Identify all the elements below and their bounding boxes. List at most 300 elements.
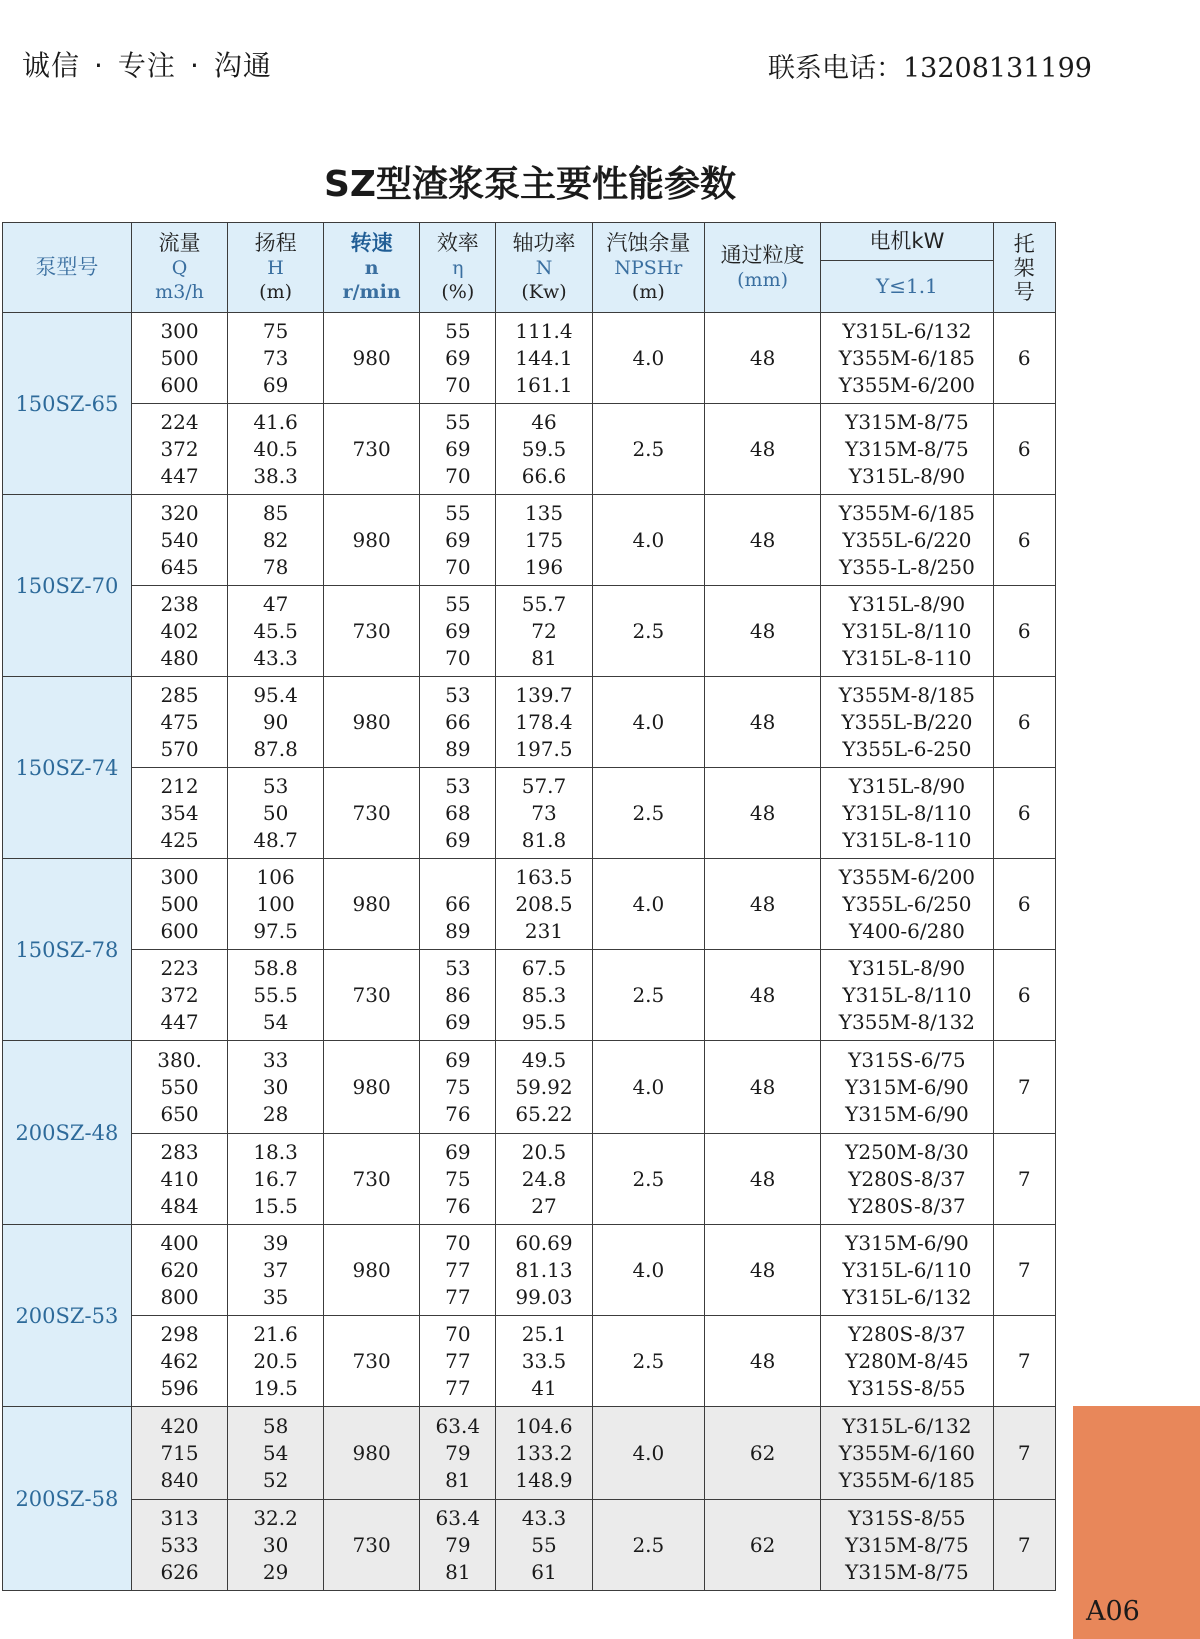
head-cell-value: 47: [262, 591, 289, 616]
power-cell: [496, 1225, 593, 1316]
head-cell-value: 55.5: [253, 982, 298, 1007]
head-cell-value: 100: [256, 891, 295, 916]
flow-cell-value: 400: [160, 1230, 199, 1255]
motor-model: Y315M-6/90: [845, 1101, 969, 1126]
motor-model: Y315L-8/90: [848, 773, 966, 798]
efficiency-cell-value: 66: [445, 891, 471, 916]
power-cell-value: 133.2: [515, 1440, 573, 1465]
motor-cell: [821, 1225, 993, 1316]
flow-cell-value: 410: [160, 1166, 199, 1191]
head-cell: [228, 1407, 324, 1500]
flow-cell: [131, 859, 228, 950]
motor-model: Y355L-B/220: [841, 709, 973, 734]
power-cell-value: 231: [524, 918, 564, 943]
flow-cell: [131, 495, 228, 586]
head-cell: [228, 313, 324, 404]
flow-cell-value: 626: [160, 1559, 199, 1584]
model-name: 150SZ-65: [3, 313, 132, 495]
flow-cell-value: 447: [160, 463, 199, 488]
flow-cell: [131, 1134, 228, 1225]
efficiency-cell-value: 86: [445, 982, 471, 1007]
npsh-cell: 2.5: [592, 1134, 704, 1225]
motor-model: Y355L-6/220: [842, 527, 972, 552]
efficiency-cell-value: 79: [445, 1440, 471, 1465]
motor-model: Y280S-8/37: [848, 1166, 966, 1191]
npsh-cell: 4.0: [592, 313, 704, 404]
flow-cell: [131, 313, 228, 404]
motor-model: Y355-L-8/250: [839, 554, 975, 579]
motor-cell: [821, 859, 993, 950]
particle-cell: 62: [704, 1407, 820, 1500]
head-cell-value: 48.7: [253, 827, 298, 852]
efficiency-cell: [420, 1316, 496, 1407]
performance-table: [2, 222, 1056, 1591]
motor-model: Y315M-8/75: [845, 409, 969, 434]
efficiency-cell: [420, 313, 496, 404]
speed-cell: 980: [323, 677, 420, 768]
col-header-model: 泵型号: [3, 223, 132, 313]
efficiency-cell-value: 75: [445, 1074, 471, 1099]
head-cell: [228, 1500, 324, 1591]
motor-model: Y315L-8/110: [842, 618, 972, 643]
flow-cell-value: 372: [160, 436, 199, 461]
col-header-flow: 流量 Q m3/h: [131, 223, 228, 313]
motor-model: Y355M-6/200: [838, 864, 976, 889]
head-cell-value: 39: [262, 1230, 289, 1255]
head-cell-value: 106: [256, 864, 295, 889]
efficiency-cell-value: 77: [445, 1375, 471, 1400]
speed-cell: 980: [323, 1041, 420, 1134]
motor-model: Y315M-8/75: [845, 1532, 969, 1557]
speed-cell: 730: [323, 1134, 420, 1225]
flow-cell: [131, 586, 228, 677]
flow-cell-value: 840: [160, 1467, 199, 1492]
motor-cell: [821, 1316, 993, 1407]
npsh-cell: 2.5: [592, 950, 704, 1041]
frame-cell: 6: [993, 404, 1055, 495]
head-cell-value: 50: [262, 800, 289, 825]
head-cell-value: 18.3: [253, 1139, 298, 1164]
motor-model: Y355M-6/185: [838, 500, 976, 525]
power-cell-value: 65.22: [515, 1101, 573, 1126]
efficiency-cell-value: 66: [445, 709, 471, 734]
head-cell-value: 21.6: [253, 1321, 298, 1346]
efficiency-cell-value: 69: [445, 527, 471, 552]
head-cell: [228, 859, 324, 950]
slogan-item: 沟通: [213, 49, 272, 82]
particle-cell: 48: [704, 950, 820, 1041]
power-cell-value: 175: [524, 527, 564, 552]
power-cell-value: 60.69: [515, 1230, 573, 1255]
efficiency-cell-value: 63.4: [435, 1413, 481, 1438]
col-header-power: 轴功率 N (Kw): [496, 223, 593, 313]
power-cell: [496, 1407, 593, 1500]
frame-cell: 7: [993, 1041, 1055, 1134]
motor-model: Y315M-6/90: [845, 1074, 969, 1099]
head-cell-value: 95.4: [253, 682, 298, 707]
efficiency-cell-value: 55: [445, 318, 471, 343]
efficiency-cell-value: 53: [445, 773, 471, 798]
head-cell-value: 28: [262, 1101, 289, 1126]
motor-model: Y280M-8/45: [845, 1348, 969, 1373]
col-header-head: 扬程 H (m): [228, 223, 324, 313]
table-row: [3, 586, 1056, 677]
speed-cell: 730: [323, 1500, 420, 1591]
power-cell-value: 95.5: [521, 1009, 567, 1034]
flow-cell-value: 533: [160, 1532, 199, 1557]
efficiency-cell: [420, 495, 496, 586]
particle-cell: 48: [704, 1134, 820, 1225]
efficiency-cell-value: 53: [445, 682, 471, 707]
head-cell-value: 33: [262, 1047, 289, 1072]
npsh-cell: 2.5: [592, 1500, 704, 1591]
efficiency-cell: [420, 1134, 496, 1225]
power-cell-value: 85.3: [521, 982, 567, 1007]
frame-cell: 6: [993, 495, 1055, 586]
head-cell: [228, 404, 324, 495]
frame-cell: 6: [993, 677, 1055, 768]
flow-cell-value: 372: [160, 982, 199, 1007]
efficiency-cell-value: 77: [445, 1348, 471, 1373]
col-header-efficiency: 效率 η (%): [420, 223, 496, 313]
power-cell-value: 111.4: [515, 318, 573, 343]
table-row: [3, 313, 1056, 404]
efficiency-cell-value: 77: [445, 1257, 471, 1282]
motor-cell: [821, 313, 993, 404]
flow-cell: [131, 768, 228, 859]
npsh-cell: 4.0: [592, 677, 704, 768]
efficiency-cell-value: 70: [445, 1230, 471, 1255]
efficiency-cell-value: 68: [445, 800, 471, 825]
flow-cell-value: 500: [160, 891, 199, 916]
efficiency-cell: [420, 1500, 496, 1591]
power-cell: [496, 768, 593, 859]
power-cell: [496, 859, 593, 950]
speed-cell: 980: [323, 1407, 420, 1500]
motor-model: Y315S-6/75: [848, 1047, 966, 1072]
flow-cell-value: 402: [160, 618, 199, 643]
flow-cell-value: 600: [160, 918, 199, 943]
flow-cell-value: 212: [160, 773, 199, 798]
flow-cell-value: 550: [160, 1074, 199, 1099]
npsh-cell: 4.0: [592, 1225, 704, 1316]
speed-cell: 980: [323, 859, 420, 950]
efficiency-cell-value: 81: [445, 1559, 471, 1584]
head-cell-value: 32.2: [253, 1505, 298, 1530]
head-cell-value: 53: [262, 773, 289, 798]
npsh-cell: 4.0: [592, 859, 704, 950]
motor-model: Y315M-8/75: [845, 436, 969, 461]
efficiency-cell-value: 70: [445, 554, 471, 579]
flow-cell-value: 447: [160, 1009, 199, 1034]
frame-cell: 6: [993, 950, 1055, 1041]
motor-cell: [821, 1041, 993, 1134]
frame-cell: 6: [993, 859, 1055, 950]
particle-cell: 48: [704, 677, 820, 768]
power-cell-value: 66.6: [521, 463, 567, 488]
efficiency-cell: [420, 768, 496, 859]
motor-model: Y355M-8/185: [838, 682, 976, 707]
head-cell: [228, 677, 324, 768]
power-cell-value: 57.7: [521, 773, 567, 798]
head-cell-value: 41.6: [253, 409, 298, 434]
efficiency-cell-value: 89: [445, 918, 471, 943]
head-cell: [228, 768, 324, 859]
power-cell-value: 99.03: [515, 1284, 573, 1309]
flow-cell-value: 224: [160, 409, 199, 434]
head-cell-value: 87.8: [253, 736, 298, 761]
flow-cell-value: 285: [160, 682, 199, 707]
head-cell: [228, 1041, 324, 1134]
model-name: 200SZ-53: [3, 1225, 132, 1407]
flow-cell-value: 462: [160, 1348, 199, 1373]
motor-model: Y315L-6/132: [842, 318, 972, 343]
slogan: [22, 44, 272, 84]
frame-cell: 7: [993, 1225, 1055, 1316]
motor-model: Y355M-6/185: [838, 1467, 976, 1492]
frame-cell: 6: [993, 768, 1055, 859]
power-cell: [496, 1041, 593, 1134]
flow-cell: [131, 1041, 228, 1134]
document-title: SZ型渣浆泵主要性能参数: [323, 164, 737, 205]
motor-model: Y315S-8/55: [848, 1375, 966, 1400]
efficiency-cell-value: 89: [445, 736, 471, 761]
head-cell-value: 29: [262, 1559, 289, 1584]
speed-cell: 730: [323, 404, 420, 495]
efficiency-cell: [420, 859, 496, 950]
flow-cell: [131, 677, 228, 768]
slogan-item: 诚信: [22, 49, 81, 82]
power-cell-value: 81.8: [521, 827, 567, 852]
table-row: [3, 677, 1056, 768]
head-cell: [228, 1316, 324, 1407]
power-cell-value: 24.8: [521, 1166, 567, 1191]
efficiency-cell-value: 69: [445, 1139, 471, 1164]
motor-cell: [821, 1407, 993, 1500]
flow-cell-value: 620: [160, 1257, 199, 1282]
flow-cell-value: 238: [160, 591, 199, 616]
page-code: A06: [1086, 1596, 1140, 1627]
npsh-cell: 4.0: [592, 1041, 704, 1134]
motor-model: Y355L-6-250: [842, 736, 972, 761]
efficiency-cell-value: 81: [445, 1467, 471, 1492]
head-cell-value: 54: [262, 1009, 289, 1034]
flow-cell-value: 320: [160, 500, 199, 525]
table-row: [3, 1041, 1056, 1134]
motor-cell: [821, 1500, 993, 1591]
power-cell-value: 163.5: [515, 864, 573, 889]
col-header-frame: 托架号: [993, 223, 1055, 313]
head-cell-value: 16.7: [253, 1166, 298, 1191]
motor-model: Y315L-8/110: [842, 800, 972, 825]
frame-cell: 6: [993, 586, 1055, 677]
flow-cell-value: 425: [160, 827, 199, 852]
npsh-cell: 4.0: [592, 1407, 704, 1500]
power-cell: [496, 1316, 593, 1407]
model-name: 200SZ-58: [3, 1407, 132, 1591]
efficiency-cell-value: 69: [445, 1009, 471, 1034]
flow-cell: [131, 1500, 228, 1591]
efficiency-cell-value: 63.4: [435, 1505, 481, 1530]
power-cell: [496, 313, 593, 404]
power-cell-value: 104.6: [515, 1413, 573, 1438]
table-row: [3, 950, 1056, 1041]
table-row: [3, 768, 1056, 859]
flow-cell-value: 645: [160, 554, 199, 579]
flow-cell: [131, 1316, 228, 1407]
flow-cell: [131, 1407, 228, 1500]
power-cell-value: 72: [531, 618, 557, 643]
power-cell-value: 144.1: [515, 345, 573, 370]
head-cell-value: 75: [262, 318, 289, 343]
motor-model: Y315L-8-110: [842, 645, 972, 670]
efficiency-cell-value: 69: [445, 618, 471, 643]
head-cell: [228, 586, 324, 677]
flow-cell-value: 570: [160, 736, 199, 761]
power-cell-value: 27: [531, 1193, 557, 1218]
table-row: [3, 1500, 1056, 1591]
motor-cell: [821, 950, 993, 1041]
efficiency-cell: [420, 404, 496, 495]
flow-cell: [131, 950, 228, 1041]
power-cell-value: 25.1: [521, 1321, 567, 1346]
power-cell: [496, 677, 593, 768]
table-row: [3, 404, 1056, 495]
efficiency-cell-value: 55: [445, 591, 471, 616]
npsh-cell: 2.5: [592, 404, 704, 495]
particle-cell: 48: [704, 586, 820, 677]
flow-cell-value: 800: [160, 1284, 199, 1309]
particle-cell: 48: [704, 404, 820, 495]
efficiency-cell-value: 76: [445, 1101, 471, 1126]
motor-cell: [821, 495, 993, 586]
head-cell: [228, 495, 324, 586]
power-cell-value: 139.7: [515, 682, 573, 707]
flow-cell-value: 300: [160, 864, 199, 889]
power-cell-value: 81.13: [515, 1257, 573, 1282]
frame-cell: 7: [993, 1134, 1055, 1225]
efficiency-cell-value: 69: [445, 827, 471, 852]
power-cell-value: 20.5: [521, 1139, 567, 1164]
efficiency-cell: [420, 677, 496, 768]
efficiency-cell-value: 70: [445, 645, 471, 670]
efficiency-cell-value: 53: [445, 955, 471, 980]
head-cell-value: 30: [262, 1074, 289, 1099]
power-cell-value: 61: [531, 1559, 557, 1584]
flow-cell-value: 596: [160, 1375, 199, 1400]
col-header-motor: 电机kW: [821, 223, 993, 261]
table-row: [3, 1225, 1056, 1316]
power-cell: [496, 1134, 593, 1225]
head-cell-value: 85: [262, 500, 289, 525]
efficiency-cell-value: 76: [445, 1193, 471, 1218]
motor-model: Y355L-6/250: [842, 891, 972, 916]
motor-model: Y315L-6/132: [842, 1284, 972, 1309]
head-cell-value: 37: [262, 1257, 289, 1282]
power-cell-value: 59.5: [521, 436, 567, 461]
head-cell-value: 73: [262, 345, 289, 370]
head-cell-value: 82: [262, 527, 289, 552]
flow-cell: [131, 404, 228, 495]
power-cell: [496, 495, 593, 586]
particle-cell: 48: [704, 768, 820, 859]
efficiency-cell: [420, 1225, 496, 1316]
flow-cell-value: 480: [160, 645, 199, 670]
motor-cell: [821, 1134, 993, 1225]
col-header-motor-sub: Y≤1.1: [821, 261, 993, 313]
efficiency-cell-value: 69: [445, 436, 471, 461]
flow-cell-value: 298: [160, 1321, 199, 1346]
head-cell-value: 45.5: [253, 618, 298, 643]
efficiency-cell: [420, 1407, 496, 1500]
power-cell-value: 67.5: [521, 955, 567, 980]
speed-cell: 730: [323, 1316, 420, 1407]
power-cell: [496, 404, 593, 495]
head-cell-value: 69: [262, 372, 289, 397]
head-cell-value: 90: [262, 709, 289, 734]
power-cell-value: 208.5: [515, 891, 573, 916]
motor-model: Y315L-8-110: [842, 827, 972, 852]
motor-model: Y315M-6/90: [845, 1230, 969, 1255]
flow-cell-value: 715: [160, 1440, 199, 1465]
power-cell-value: 135: [524, 500, 564, 525]
flow-cell-value: 484: [160, 1193, 199, 1218]
frame-cell: 7: [993, 1500, 1055, 1591]
particle-cell: 48: [704, 859, 820, 950]
motor-cell: [821, 768, 993, 859]
speed-cell: 980: [323, 1225, 420, 1316]
motor-model: Y280S-8/37: [848, 1193, 966, 1218]
efficiency-cell: [420, 586, 496, 677]
efficiency-cell-value: 75: [445, 1166, 471, 1191]
npsh-cell: 2.5: [592, 768, 704, 859]
motor-model: Y315L-6/110: [842, 1257, 972, 1282]
head-cell-value: 78: [262, 554, 289, 579]
model-name: 150SZ-78: [3, 859, 132, 1041]
head-cell-value: 38.3: [253, 463, 298, 488]
efficiency-cell-value: 55: [445, 500, 471, 525]
efficiency-cell-value: 55: [445, 409, 471, 434]
npsh-cell: 2.5: [592, 1316, 704, 1407]
npsh-cell: 2.5: [592, 586, 704, 677]
power-cell-value: 59.92: [515, 1074, 573, 1099]
motor-model: Y355M-6/185: [838, 345, 976, 370]
speed-cell: 980: [323, 495, 420, 586]
flow-cell-value: 313: [160, 1505, 199, 1530]
frame-cell: 7: [993, 1316, 1055, 1407]
motor-model: Y315L-6/132: [842, 1413, 972, 1438]
slogan-separator: ·: [189, 49, 200, 82]
head-cell-value: 20.5: [253, 1348, 298, 1373]
particle-cell: 48: [704, 1225, 820, 1316]
efficiency-cell: [420, 950, 496, 1041]
table-row: [3, 1407, 1056, 1500]
motor-model: Y400-6/280: [849, 918, 965, 943]
motor-cell: [821, 586, 993, 677]
flow-cell-value: 475: [160, 709, 199, 734]
speed-cell: 730: [323, 768, 420, 859]
power-cell: [496, 1500, 593, 1591]
power-cell-value: 49.5: [521, 1047, 567, 1072]
power-cell-value: 33.5: [521, 1348, 567, 1373]
table-row: [3, 1316, 1056, 1407]
motor-model: Y355M-8/132: [838, 1009, 976, 1034]
slogan-separator: ·: [94, 49, 104, 82]
flow-cell-value: 354: [160, 800, 199, 825]
power-cell-value: 178.4: [515, 709, 573, 734]
table-row: [3, 859, 1056, 950]
speed-cell: 980: [323, 313, 420, 404]
